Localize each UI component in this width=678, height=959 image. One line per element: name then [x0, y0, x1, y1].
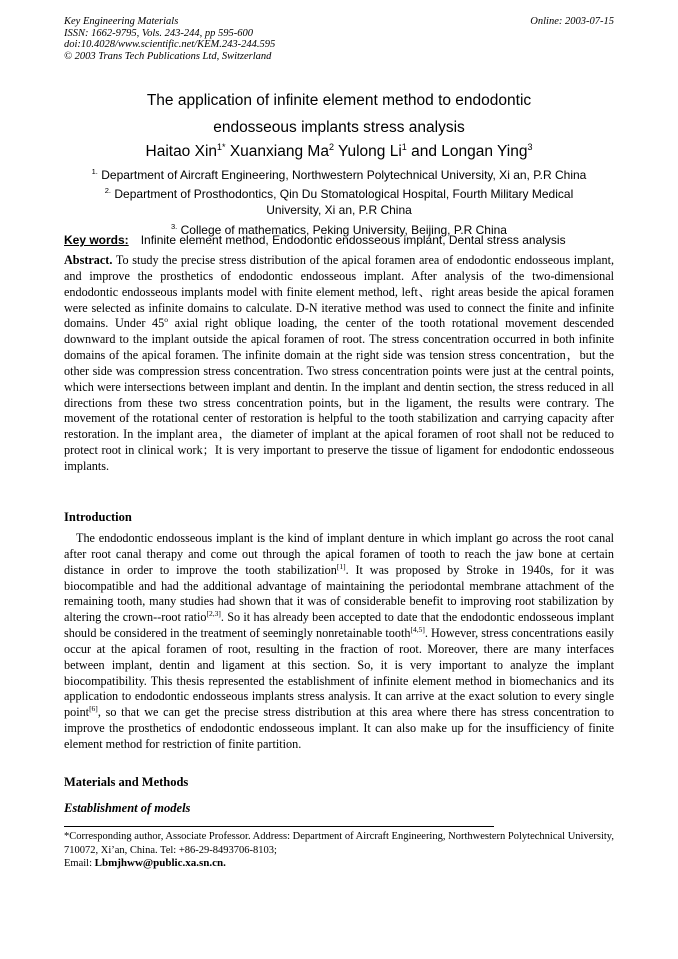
author-list: [64, 137, 614, 162]
issn-line: ISSN: 1662-9795, Vols. 243-244, pp 595-600: [64, 27, 253, 39]
footnote-email-line: [64, 857, 614, 871]
paper-title: [64, 87, 614, 141]
affiliation-number: 2.: [104, 186, 112, 196]
citation: [2,3]: [206, 609, 221, 619]
intro-text: . So it has already been accepted to date that the endodontic endosseous implant should be considered in the treatment of seemingly nonretainable tooth: [64, 610, 614, 641]
affiliation-2-cont: University, Xi an, P.R China: [266, 203, 412, 218]
affiliation-text: Department of Aircraft Engineering, Northwestern Polytechnical University, Xi an, P.R China: [101, 168, 587, 182]
abstract-text-cont: axial right oblique loading, the center of the tooth rotational movement descended downward to the implant outside the apical foramen of root. The stress concentration occurred in both infinite domains of the apical foramen. The infinite domain at the right side was tension stress concentration，but the other side was compression stress concentration. Two stress concentration points were just at the central points, which were intersections between implant and dentin. In the implant and dentin section, the stress reduced in all directions from these two stress concentration points, but in the ligament, the results were contrary. The movement of the rotational center of restoration is helpful to the tooth stabilization and carrying capacity after restoration. In the implant area，the diameter of implant at the apical foramen of root shall not be reduced to protect root in clinical work；It is very important to preserve the tissue of ligament for endodontic endosseous implants.: [64, 316, 614, 473]
affiliation-number: 3.: [171, 221, 178, 231]
affiliation-1: [64, 164, 614, 183]
intro-text: , so that we can get the precise stress distribution at this area where there has stress concentration to improve the prosthetics of endodontic endosseous implant. It can also make up for the insufficiency of finite element method for restriction of finite partition.: [64, 705, 614, 751]
affiliation-number: 1.: [91, 167, 98, 176]
author-affil-mark: 3: [527, 142, 533, 152]
affiliation-text: Department of Prosthodontics, Qin Du Stomatological Hospital, Fourth Military Medical: [114, 187, 574, 202]
abstract-label: Abstract.: [64, 253, 113, 267]
keywords-label: Key words:: [64, 233, 129, 247]
title-line-2: endosseous implants stress analysis: [213, 119, 465, 136]
citation: [4,5]: [410, 625, 425, 634]
journal-name: Key Engineering Materials: [64, 16, 179, 27]
author-affil-mark: 1: [401, 142, 407, 152]
affiliations: [64, 164, 614, 238]
abstract-text: To study the precise stress distribution of the apical foramen area of endodontic endosseous implant, and improve the prosthetics of endodontic endosseous implant. After analysis of the two-dimensional endodontic endosseous implants model with finite element method, left、right areas beside the apical foramen were selected as infinite domains to calculate. D-N iterative method was used to connect the finite and infinite domains. Under 45: [64, 253, 614, 331]
online-date: Online: 2003-07-15: [530, 16, 614, 27]
doi-line: doi:10.4028/www.scientific.net/KEM.243-244.595: [64, 39, 276, 51]
affiliation-2: [64, 183, 614, 202]
degree-mark: o: [164, 315, 168, 325]
title-line-1: The application of infinite element method to endodontic: [146, 92, 532, 109]
keywords-text: Infinite element method, Endodontic endosseous implant, Dental stress analysis: [140, 233, 566, 247]
author-affil-mark: 1*: [217, 142, 226, 152]
author-name: Xuanxiang Ma: [229, 143, 329, 161]
section-heading-materials: Materials and Methods: [64, 775, 189, 789]
author-name: Yulong Li: [337, 143, 402, 161]
keywords: [64, 232, 614, 248]
journal-header: [64, 16, 614, 62]
author-name: and Longan Ying: [411, 143, 528, 161]
citation: [6]: [89, 704, 98, 714]
author-name: Haitao Xin: [145, 143, 218, 161]
introduction-paragraph: [64, 531, 614, 753]
section-heading-introduction: Introduction: [64, 510, 132, 524]
author-affil-mark: 2: [328, 142, 334, 152]
footnote: [64, 830, 614, 871]
intro-text: . It was proposed by Stroke in 1940s, for it was biocompatible and had the additional advantage of maintaining the periodontal membrane attachment of the remaining tooth, many studies had shown that it was of considerable benefit to improving root stabilization by altering the crown--root ratio: [64, 562, 614, 625]
footnote-text: *Corresponding author, Associate Professor. Address: Department of Aircraft Engineering, Northwestern Polytechnical University, 710072, Xi’an, China. Tel: +86-29-8493706-8103;: [64, 831, 614, 856]
copyright-line: © 2003 Trans Tech Publications Ltd, Switzerland: [64, 50, 272, 62]
affiliation-text: College of mathematics, Peking University, Beijing, P.R China: [180, 222, 507, 237]
intro-text: The endodontic endosseous implant is the kind of implant denture in which implant go across the root canal after root canal therapy and come out through the apical foramen of tooth to reach the jaw bone at certain distance in order to improve the tooth stabilization: [64, 531, 614, 577]
email-address: Lbmjhww@public.xa.sn.cn.: [94, 857, 226, 869]
email-label: Email:: [64, 858, 92, 869]
footnote-divider: [64, 826, 494, 827]
intro-text: . However, stress concentrations easily occur at the apical foramen of root, resulting in the fraction of root. Moreover, there are many interfaces between implant, dentin and ligament at this section. So, it is very important to analyze the implant biocompatibility. This thesis represented the establishment of infinite element method in biomechanics and its application to endodontic endosseous implants stress analysis. It can arrive at the exact solution to every single point: [64, 626, 615, 720]
abstract: [64, 253, 614, 475]
subsection-heading-models: Establishment of models: [64, 801, 191, 815]
citation: [1]: [336, 561, 346, 571]
